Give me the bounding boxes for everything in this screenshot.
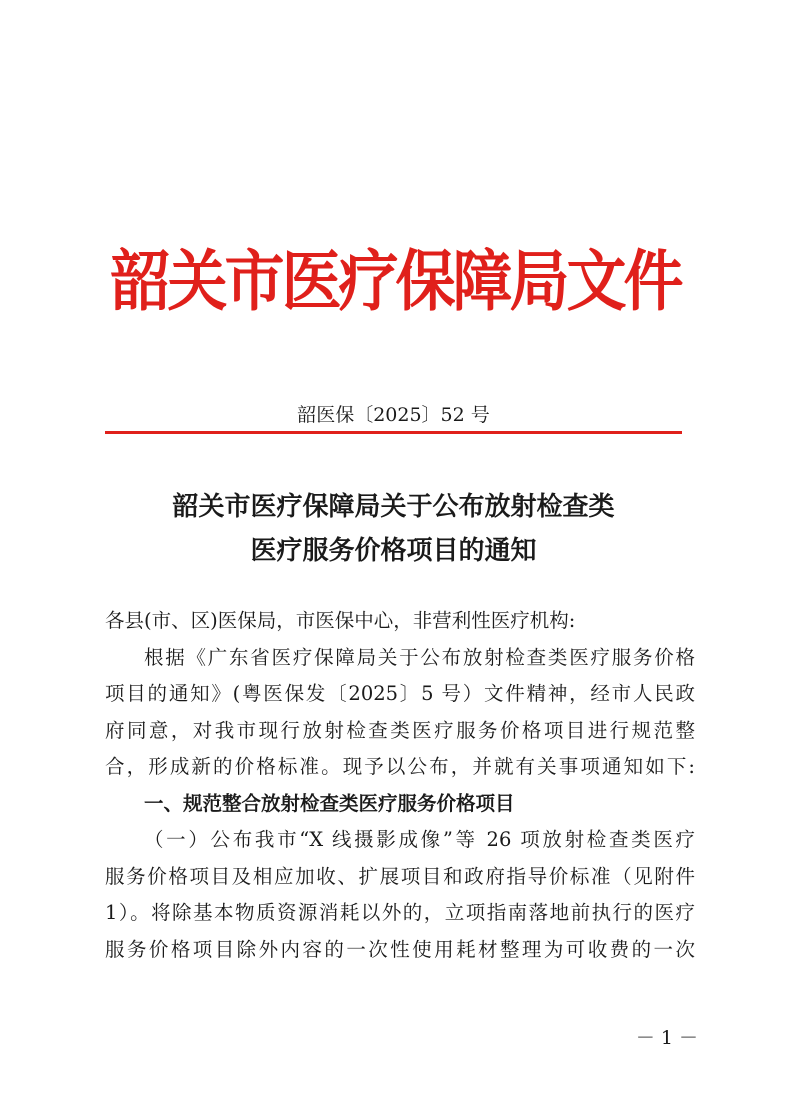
page-number: － 1 － xyxy=(635,1027,698,1049)
document-title xyxy=(105,485,682,573)
paragraph-1-line-3: 府同意，对我市现行放射检查类医疗服务价格项目进行规范整 xyxy=(105,718,695,742)
addressee-line: 各县(市、区)医保局，市医保中心，非营利性医疗机构: xyxy=(105,609,576,632)
paragraph-2-line-3: 1）。将除基本物质资源消耗以外的，立项指南落地前执行的医疗 xyxy=(105,901,695,924)
agency-header-title: 韶关市医疗保障局文件 xyxy=(110,243,681,321)
section-heading-1: 一、规范整合放射检查类医疗服务价格项目 xyxy=(144,791,515,815)
document-title-line-1: 韶关市医疗保障局关于公布放射检查类 xyxy=(172,492,615,522)
document-body xyxy=(105,603,695,968)
document-title-line-2: 医疗服务价格项目的通知 xyxy=(250,536,537,566)
paragraph-1-line-2: 项目的通知》(粤医保发〔2025〕5 号）文件精神，经市人民政 xyxy=(105,682,695,705)
paragraph-2-line-1: （一）公布我市“X 线摄影成像”等 26 项放射检查类医疗 xyxy=(144,828,695,851)
paragraph-1-line-1: 根据《广东省医疗保障局关于公布放射检查类医疗服务价格 xyxy=(144,645,695,669)
red-divider-line xyxy=(105,431,682,434)
document-number: 韶医保〔2025〕52 号 xyxy=(297,404,490,426)
paragraph-2-line-4: 服务价格项目除外内容的一次性使用耗材整理为可收费的一次 xyxy=(105,937,695,961)
paragraph-1-line-4: 合，形成新的价格标准。现予以公布，并就有关事项通知如下: xyxy=(105,755,695,778)
paragraph-2-line-2: 服务价格项目及相应加收、扩展项目和政府指导价标准（见附件 xyxy=(105,864,695,888)
